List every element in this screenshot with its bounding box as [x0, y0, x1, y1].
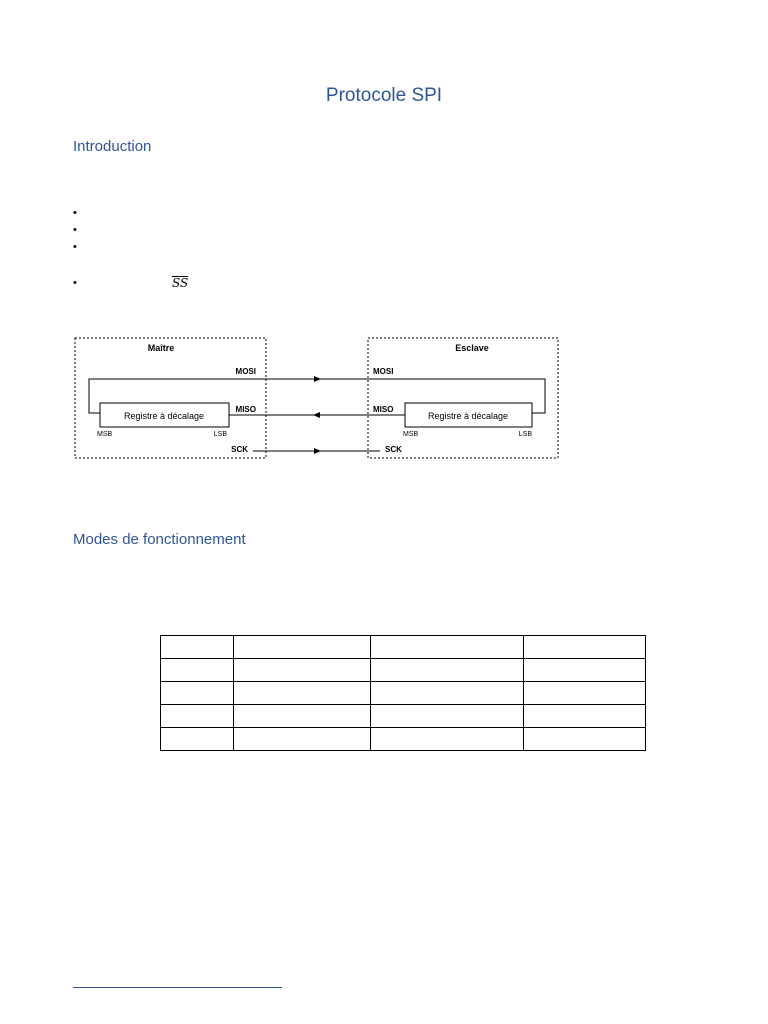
table-row: [161, 705, 646, 728]
table-cell: [234, 705, 371, 728]
table-cell: [524, 728, 646, 751]
table-cell: [524, 659, 646, 682]
master-sck-label: SCK: [231, 445, 248, 454]
table-cell: [371, 659, 524, 682]
slave-select-symbol: SS: [172, 276, 189, 290]
table-cell: [524, 682, 646, 705]
table-cell: [234, 659, 371, 682]
table-cell: [234, 636, 371, 659]
table-cell: [161, 659, 234, 682]
master-miso-label: MISO: [235, 405, 256, 414]
slave-box: [368, 338, 558, 458]
slave-mosi-label: MOSI: [373, 367, 394, 376]
bullet-item-1: •: [73, 207, 77, 219]
slave-label: Esclave: [455, 343, 489, 353]
table-row: [161, 682, 646, 705]
bullet-item-2: •: [73, 224, 77, 236]
table-cell: [524, 636, 646, 659]
table-cell: [234, 728, 371, 751]
table-cell: [161, 705, 234, 728]
table-cell: [371, 728, 524, 751]
modes-table: [160, 635, 646, 751]
master-msb-label: MSB: [97, 431, 113, 438]
master-label: Maître: [147, 343, 175, 353]
slave-miso-label: MISO: [373, 405, 394, 414]
master-box: [75, 338, 266, 458]
master-lsb-label: LSB: [213, 431, 227, 438]
slave-msb-label: MSB: [403, 431, 419, 438]
table-cell: [371, 636, 524, 659]
master-mosi-label: MOSI: [235, 367, 256, 376]
section-heading-introduction: Introduction: [73, 138, 152, 155]
master-register-label: Registre à décalage: [123, 411, 205, 421]
table-cell: [524, 705, 646, 728]
footnote-separator: [73, 987, 282, 988]
table-row: [161, 636, 646, 659]
table-cell: [161, 682, 234, 705]
table-cell: [234, 682, 371, 705]
table-row: [161, 728, 646, 751]
bullet-item-3: •: [73, 241, 77, 253]
slave-lsb-label: LSB: [518, 431, 532, 438]
table-cell: [371, 682, 524, 705]
table-row: [161, 659, 646, 682]
bullet-item-4: •: [73, 277, 77, 289]
table-cell: [161, 728, 234, 751]
slave-sck-label: SCK: [385, 445, 402, 454]
table-cell: [161, 636, 234, 659]
page-title: Protocole SPI: [325, 85, 443, 106]
section-heading-modes: Modes de fonctionnement: [73, 531, 246, 548]
table-cell: [371, 705, 524, 728]
slave-register-label: Registre à décalage: [427, 411, 509, 421]
